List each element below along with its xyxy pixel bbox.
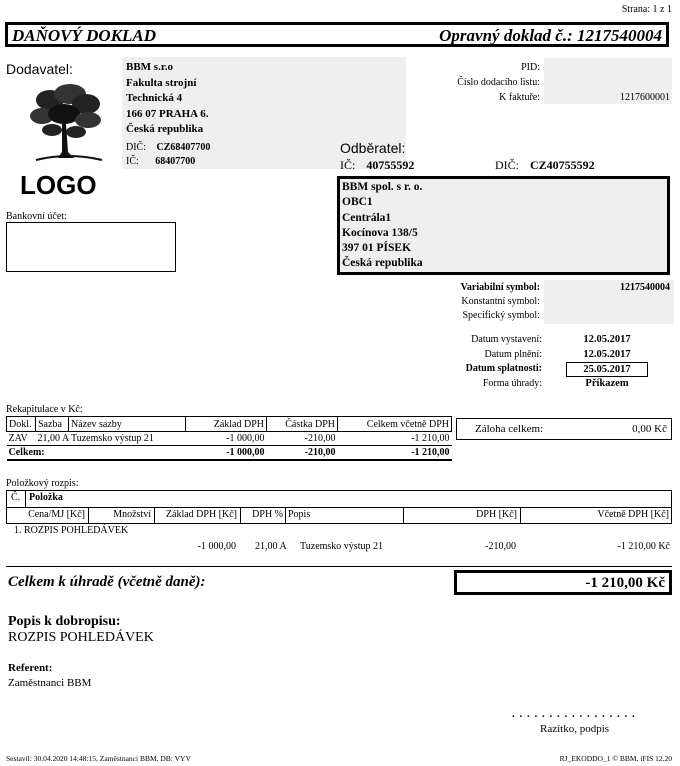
recap-col-header: Částka DPH (267, 417, 338, 432)
items-col-header: Základ DPH [Kč] (165, 509, 237, 520)
referent-label: Referent: (8, 662, 53, 674)
tree-logo-icon (28, 82, 108, 164)
note-heading: Popis k dobropisu: (8, 614, 121, 629)
recap-cell: -1 000,00 (226, 446, 265, 458)
recap-heading: Rekapitulace v Kč: (6, 404, 83, 415)
supplier-ic (126, 156, 195, 167)
supplier-dic-label: DIČ: (126, 142, 146, 153)
items-col-header: Popis (288, 509, 311, 520)
recap-rate-name: Tuzemsko výstup 21 (70, 433, 154, 444)
document-title: DAŇOVÝ DOKLAD (12, 26, 157, 45)
advance-value: 0,00 Kč (632, 423, 667, 435)
items-header-row1 (7, 491, 671, 508)
advance-box (456, 418, 672, 440)
customer-line: Česká republika (342, 257, 423, 270)
payment-method-value: Příkazem (585, 378, 629, 389)
customer-ic (340, 158, 414, 173)
document-header (5, 22, 669, 47)
recap-cell: -1 210,00 (411, 433, 450, 444)
advance-label: Záloha celkem: (475, 423, 544, 435)
date-labels (420, 333, 542, 391)
footer-left: Sestavil: 30.04.2020 14:48:15, Zaměstnanci BBM, DB: VYV (6, 754, 191, 763)
bank-box (6, 222, 176, 272)
ref-labels (410, 60, 540, 105)
items-header (6, 490, 672, 524)
var-symbol-label: Variabilní symbol: (460, 282, 540, 293)
supplier-dic-value: CZ68407700 (156, 142, 211, 153)
supplier-ic-value: 68407700 (155, 156, 196, 167)
invoice-label: K faktuře: (499, 92, 540, 103)
recap-table (6, 416, 452, 461)
items-heading: Položkový rozpis: (6, 478, 79, 489)
recap-cell: -210,00 (304, 433, 336, 444)
ref-values (544, 60, 670, 105)
items-header-row2 (7, 508, 671, 524)
customer-name: BBM spol. s r. o. (342, 181, 423, 193)
recap-total-row (7, 446, 452, 460)
item-total: -1 210,00 Kč (617, 541, 670, 552)
customer-dic (495, 158, 595, 173)
const-symbol-label: Konstantní symbol: (461, 296, 540, 307)
recap-col-header: Název sazby (69, 417, 186, 432)
signature-label: Razítko, podpis (540, 723, 610, 735)
symbol-values (544, 281, 670, 323)
items-col-header: DPH [Kč] (476, 509, 517, 520)
recap-cell: -210,00 (304, 446, 336, 458)
issue-date-value: 12.05.2017 (583, 334, 631, 345)
footer-right: RJ_EKODDO_1 © BBM, iFIS 12.20 (559, 754, 672, 763)
customer-line: Centrála1 (342, 211, 392, 224)
item-title: 1. ROZPIS POHLEDÁVEK (14, 525, 129, 536)
items-col-header: Množství (113, 509, 151, 520)
supplier-ic-label: IČ: (126, 156, 139, 167)
supplier-line: Technická 4 (126, 92, 183, 104)
items-col-divider (25, 491, 26, 507)
items-col-header: DPH % (252, 509, 283, 520)
referent-value: Zaměstnanci BBM (8, 677, 92, 689)
supplier-address (126, 60, 209, 138)
items-col-divider (285, 508, 286, 523)
supplier-dic (126, 142, 210, 153)
item-vat-rate: 21,00 A (255, 541, 287, 552)
customer-ic-label: IČ: (340, 158, 356, 172)
table-row (7, 432, 452, 446)
supplier-line: Česká republika (126, 123, 204, 135)
date-values (566, 333, 648, 392)
recap-cell: -1 210,00 (411, 446, 450, 458)
supplier-line: 166 07 PRAHA 6. (126, 107, 209, 120)
item-base: -1 000,00 (197, 541, 236, 552)
item-description: Tuzemsko výstup 21 (300, 541, 383, 552)
supplier-name: BBM s.r.o (126, 61, 173, 73)
note-text: ROZPIS POHLEDÁVEK (8, 630, 154, 645)
supplier-heading: Dodavatel: (6, 61, 73, 77)
total-divider (6, 566, 672, 567)
recap-cell: ZAV (8, 433, 28, 444)
customer-line: OBC1 (342, 196, 373, 209)
symbol-labels (410, 281, 540, 323)
signature-line: . . . . . . . . . . . . . . . . . (512, 708, 636, 720)
total-label: Celkem k úhradě (včetně daně): (8, 574, 206, 590)
items-col-header: Č. (11, 492, 21, 503)
spec-symbol-label: Specifický symbol: (462, 310, 540, 321)
items-col-header: Cena/MJ [Kč] (28, 509, 85, 520)
document-number: Opravný doklad č.: 1217540004 (439, 26, 662, 45)
items-col-header: Položka (29, 492, 63, 503)
item-vat: -210,00 (485, 541, 516, 552)
recap-total-label: Celkem: (8, 446, 45, 458)
recap-col-header: Základ DPH (186, 417, 267, 432)
tax-date-label: Datum plnění: (484, 348, 542, 360)
recap-col-header: Dokl. (7, 417, 36, 432)
recap-cell (36, 432, 186, 446)
page-counter: Strana: 1 z 1 (621, 4, 672, 15)
delivery-label: Číslo dodacího listu: (457, 77, 540, 88)
issue-date-label: Datum vystavení: (471, 334, 542, 345)
delivery-value (544, 75, 670, 90)
due-date-value: 25.05.2017 (566, 363, 648, 377)
var-symbol-value: 1217540004 (620, 282, 670, 293)
invoice-value: 1217600001 (620, 92, 670, 103)
recap-rate: 21,00 A (37, 433, 69, 444)
items-col-header: Včetně DPH [Kč] (597, 509, 669, 520)
pid-value (544, 60, 670, 75)
bank-label: Bankovní účet: (6, 211, 67, 222)
customer-dic-label: DIČ: (495, 158, 519, 172)
payment-method-label: Forma úhrady: (482, 377, 542, 389)
table-row (6, 541, 672, 555)
customer-address (342, 180, 423, 272)
pid-label: PID: (521, 62, 540, 73)
customer-line: Kocínova 138/5 (342, 226, 418, 239)
total-value: -1 210,00 Kč (454, 570, 672, 595)
recap-cell: -1 000,00 (226, 433, 265, 444)
logo-text: LOGO (20, 170, 97, 200)
customer-heading: Odběratel: (340, 140, 406, 156)
recap-col-header: Sazba (36, 417, 69, 432)
tax-date-value: 12.05.2017 (566, 348, 648, 364)
customer-ic-value: 40755592 (366, 158, 415, 172)
spec-symbol-value (544, 309, 670, 323)
customer-dic-value: CZ40755592 (530, 158, 595, 172)
due-date-label: Datum splatnosti: (465, 363, 542, 374)
customer-line: 397 01 PÍSEK (342, 242, 412, 255)
supplier-line: Fakulta strojní (126, 76, 197, 89)
items-col-divider (403, 508, 404, 523)
recap-header-row (7, 417, 452, 432)
const-symbol-value (544, 295, 670, 309)
recap-col-header: Celkem včetně DPH (366, 418, 449, 430)
